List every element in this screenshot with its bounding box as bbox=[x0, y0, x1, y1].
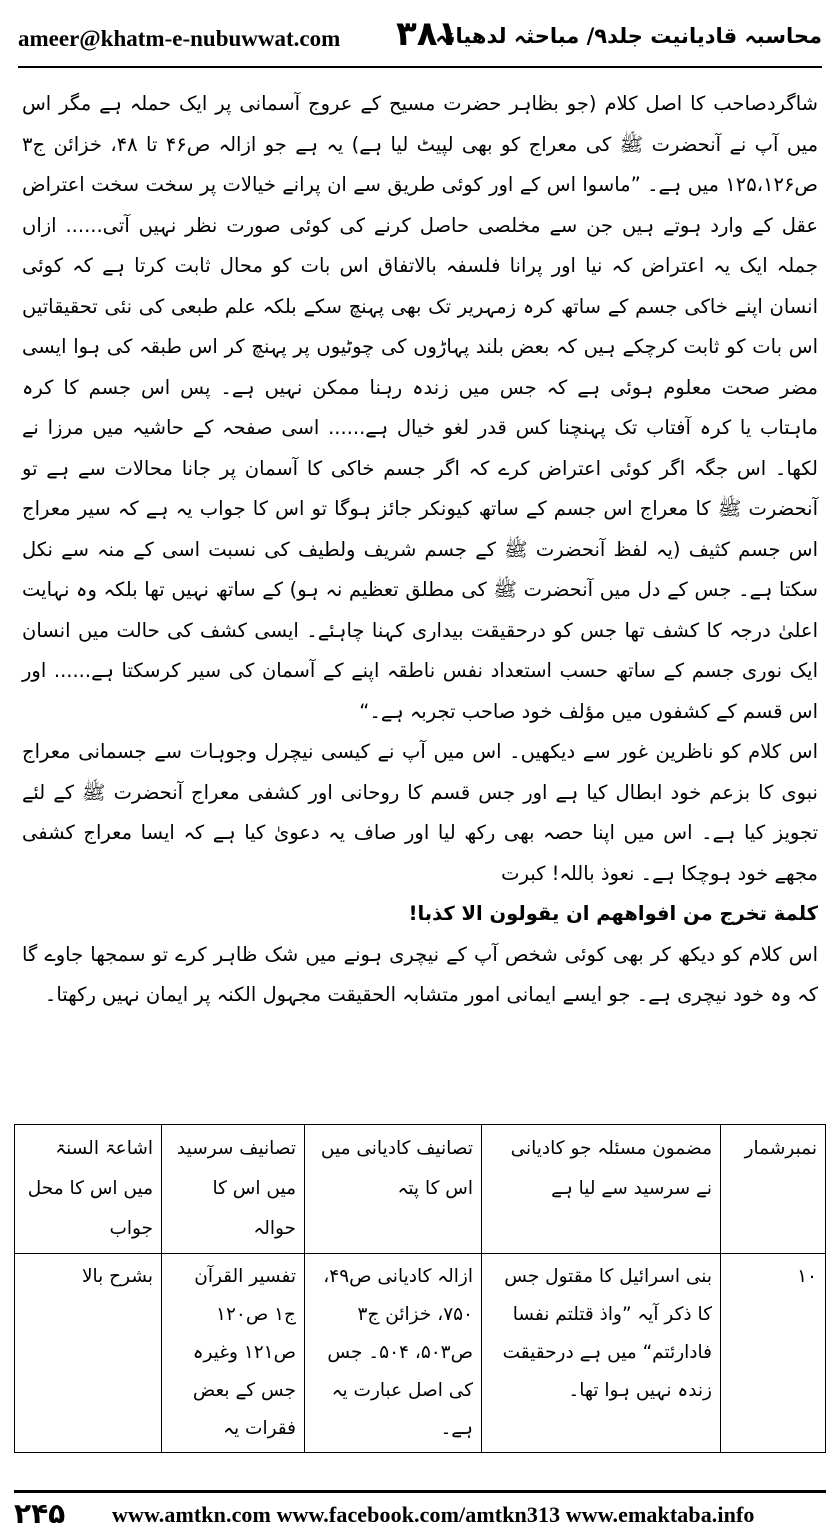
paragraph-commentary: اس کلام کو ناظرین غور سے دیکھیں۔ اس میں آپ نے کیسی نیچرل وجوہات سے جسمانی معراج نبوی کا بزعم خود ابطال کیا ہے اور جس قسم کا روحانی اور کشفی معراج آنحضرت ﷺ کے لئے تجویز کیا ہے۔ اس میں اپنا حصہ بھی رکھ لیا اور صاف یہ دعویٰ کیا ہے کہ ایسا معراج کشفی مجھے خود ہوچکا ہے۔ نعوذ باللہ! کبرت bbox=[22, 740, 818, 885]
cell-subject: بنی اسرائیل کا مقتول جس کا ذکر آیہ ”واذ قتلتم نفسا فادارئتم“ میں ہے درحقیقت زندہ نہیں ہوا تھا۔ bbox=[482, 1254, 721, 1453]
page-header bbox=[18, 12, 822, 62]
header-page-number: ۳۸۱ bbox=[396, 14, 459, 54]
cell-qadiani-ref: ازالہ کادیانی ص۴۹، ۷۵۰، خزائن ج۳ ص۵۰۳، ۵۰۴۔ جس کی اصل عبارت یہ ہے۔ bbox=[305, 1254, 482, 1453]
table-header-row bbox=[15, 1125, 826, 1254]
col-header-subject: مضمون مسئلہ جو کادیانی نے سرسید سے لیا ہے bbox=[482, 1125, 721, 1254]
col-header-number: نمبرشمار bbox=[721, 1125, 826, 1254]
paragraph-conclusion: اس کلام کو دیکھ کر بھی کوئی شخص آپ کے نیچری ہونے میں شک ظاہر کرے تو سمجھا جاوے گا کہ وہ خود نیچری ہے۔ جو ایسے ایمانی امور متشابہ الحقیقت مجہول الکنہ پر ایمان نہیں رکھتا۔ bbox=[22, 942, 818, 1006]
footer-divider bbox=[14, 1490, 826, 1493]
header-email: ameer@khatm-e-nubuwwat.com bbox=[18, 26, 341, 51]
arabic-verse: كلمة تخرج من افواههم ان يقولون الا كذبا! bbox=[408, 902, 818, 925]
header-book-title: محاسبہ قادیانیت جلد۹/ مباحثہ لدھیانہ bbox=[435, 24, 822, 48]
cell-number: ۱۰ bbox=[721, 1254, 826, 1453]
col-header-qadiani-ref: تصانیف کادیانی میں اس کا پتہ bbox=[305, 1125, 482, 1254]
paragraph-quote: شاگردصاحب کا اصل کلام (جو بظاہر حضرت مسیح کے عروج آسمانی پر ایک حملہ ہے مگر اس میں آپ نے آنحضرت ﷺ کی معراج کو بھی لپیٹ لیا ہے) یہ ہے جو ازالہ ص۴۶ تا ۴۸، خزائن ج۳ ص۱۲۵،۱۲۶ میں ہے۔ ”ماسوا اس کے اور کوئی طریق سے ان پرانے خیالات پر سخت سخت اعتراض عقل کے وارد ہوتے ہیں جن سے مخلصی حاصل کرنے کی کوئی صورت نظر نہیں آتی...... ازاں جملہ ایک یہ اعتراض کہ نیا اور پرانا فلسفہ بالاتفاق اس بات کو محال ثابت کرتا ہے کہ کوئی انسان اپنے خاکی جسم کے ساتھ کرہ زمہریر تک بھی پہنچ سکے بلکہ علم طبعی کی نئی تحقیقاتیں اس بات کو ثابت کرچکے ہیں کہ بعض بلند پہاڑوں کی چوٹیوں پر پہنچ کر اس طبقہ کی ہوا ایسی مضر صحت معلوم ہوئی ہے کہ جس میں زندہ رہنا ممکن نہیں ہے۔ پس اس جسم کا کرہ ماہتاب یا کرہ آفتاب تک پہنچنا کس قدر لغو خیال ہے...... اسی صفحہ کے حاشیہ میں مرزا نے لکھا۔ اس جگہ اگر کوئی اعتراض کرے کہ اگر جسم خاکی کا آسمان پر جانا محالات سے ہے تو آنحضرت ﷺ کا معراج اس جسم کے ساتھ کیونکر جائز ہوگا تو اس کا جواب یہ ہے کہ سیر معراج اس جسم کثیف (یہ لفظ آنحضرت ﷺ کے جسم شریف ولطیف کی نسبت اسی کے منہ سے نکل سکتا ہے۔ جس کے دل میں آنحضرت ﷺ کی مطلق تعظیم نہ ہو) کے ساتھ نہیں تھا بلکہ وہ نہایت اعلیٰ درجہ کا کشف تھا جس کو درحقیقت بیداری کہنا چاہئے۔ ایسی کشف کی حالت میں انسان ایک نوری جسم کے ساتھ حسب استعداد نفس ناطقہ اپنے کے آسمان کی سیر کرسکتا ہے...... اور اس قسم کے کشفوں میں مؤلف خود صاحب تجربہ ہے۔“ bbox=[22, 92, 819, 723]
footer-links: www.amtkn.com www.facebook.com/amtkn313 www.emaktaba.info bbox=[112, 1502, 755, 1527]
table-row bbox=[15, 1254, 826, 1453]
cell-sayyid-ref: تفسیر القرآن ج۱ ص۱۲۰ ص۱۲۱ وغیرہ جس کے بعض فقرات یہ bbox=[162, 1254, 305, 1453]
reference-table bbox=[14, 1124, 826, 1453]
cell-ishaat-ref: بشرح بالا bbox=[15, 1254, 162, 1453]
body-text bbox=[22, 84, 818, 1016]
footer-page-number: ۲۴۵ bbox=[14, 1497, 66, 1530]
col-header-sayyid-ref: تصانیف سرسید میں اس کا حوالہ bbox=[162, 1125, 305, 1254]
header-divider bbox=[18, 66, 822, 68]
col-header-ishaat-ref: اشاعۃ السنۃ میں اس کا محل جواب bbox=[15, 1125, 162, 1254]
page-footer bbox=[0, 1495, 840, 1540]
